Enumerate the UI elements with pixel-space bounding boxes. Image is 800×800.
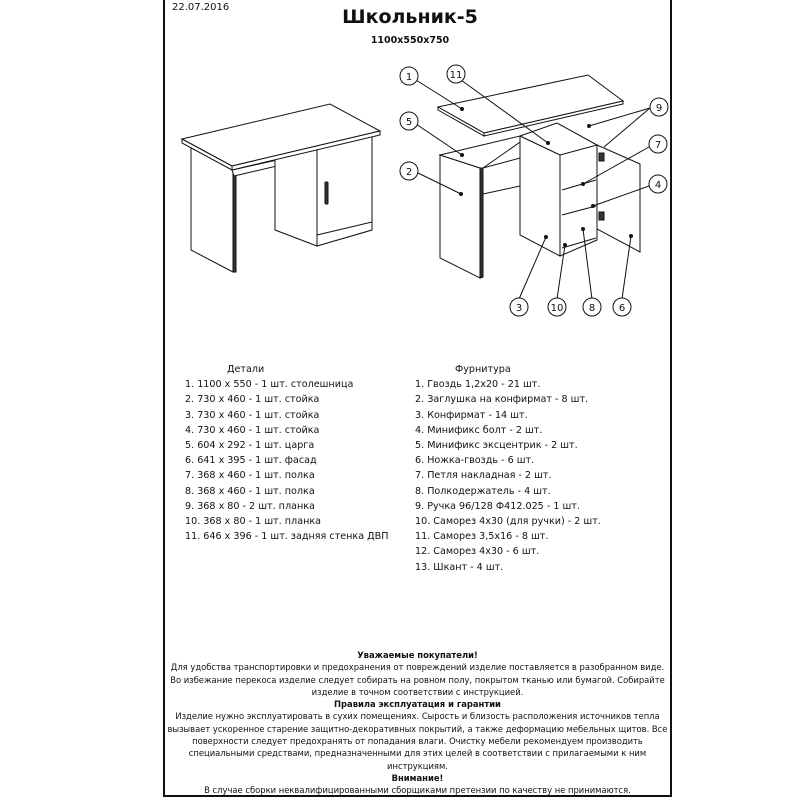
page-title: Школьник-5 bbox=[342, 6, 478, 28]
list-item: 9. 368 x 80 - 2 шт. планка bbox=[185, 500, 315, 512]
callout-5 bbox=[400, 112, 418, 130]
svg-text:3: 3 bbox=[515, 303, 523, 314]
callout-3 bbox=[510, 298, 528, 316]
notice-greeting: Уважаемые покупатели! bbox=[357, 650, 478, 660]
list-item: 10. Саморез 4x30 (для ручки) - 2 шт. bbox=[415, 516, 601, 528]
details-heading: Детали bbox=[227, 364, 265, 375]
exploded-desk-illustration bbox=[438, 75, 640, 278]
customer-notice bbox=[166, 649, 669, 797]
assembly-drawing bbox=[0, 0, 800, 360]
list-item: 13. Шкант - 4 шт. bbox=[415, 561, 504, 573]
callout-9 bbox=[650, 98, 668, 116]
list-item: 12. Саморез 4x30 - 6 шт. bbox=[415, 546, 540, 558]
list-item: 4. Минификс болт - 2 шт. bbox=[415, 424, 543, 436]
hardware-heading: Фурнитура bbox=[455, 364, 511, 375]
svg-text:10: 10 bbox=[550, 303, 564, 314]
document-date: 22.07.2016 bbox=[172, 2, 230, 13]
svg-text:5: 5 bbox=[405, 117, 413, 128]
callout-11 bbox=[447, 65, 465, 83]
list-item: 8. Полкодержатель - 4 шт. bbox=[415, 485, 551, 497]
list-item: 5. 604 x 292 - 1 шт. царга bbox=[185, 440, 315, 452]
warning-paragraph: В случае сборки неквалифицированными сборщиками претензии по качеству не принимаются. bbox=[204, 785, 631, 796]
list-item: 3. Конфирмат - 14 шт. bbox=[415, 409, 528, 421]
callout-6 bbox=[613, 298, 631, 316]
svg-text:4: 4 bbox=[654, 180, 662, 191]
callout-4 bbox=[649, 175, 667, 193]
list-item: 7. Петля накладная - 2 шт. bbox=[415, 470, 552, 482]
warning-heading: Внимание! bbox=[391, 772, 444, 783]
list-item: 1. 1100 x 550 - 1 шт. столешница bbox=[185, 379, 354, 391]
details-list bbox=[185, 362, 388, 544]
svg-text:11: 11 bbox=[449, 70, 463, 81]
list-item: 9. Ручка 96/128 Ф412.025 - 1 шт. bbox=[415, 500, 580, 512]
list-item: 11. Саморез 3,5x16 - 8 шт. bbox=[415, 531, 549, 543]
rules-heading: Правила эксплуатация и гарантии bbox=[334, 699, 501, 710]
svg-text:1: 1 bbox=[405, 72, 413, 83]
callout-2 bbox=[400, 162, 418, 180]
notice-paragraph: Для удобства транспортировки и предохранения от повреждений изделие поставляется в разобранном виде. Во избежание перекоса изделие следует собирать на ровном полу, покрытом тканью или бумагой. Собирайте изделие в точном соответствии с инструкцией. bbox=[170, 662, 665, 697]
callout-8 bbox=[583, 298, 601, 316]
callout-7 bbox=[649, 135, 667, 153]
list-item: 8. 368 x 460 - 1 шт. полка bbox=[185, 485, 315, 497]
assembled-desk-illustration bbox=[182, 104, 380, 272]
list-item: 6. 641 x 395 - 1 шт. фасад bbox=[185, 455, 317, 467]
rules-paragraph: Изделие нужно эксплуатировать в сухих помещениях. Сырость и близость расположения источников тепла вызывает ускоренное старение защитно-декоративных покрытий, а также деформацию мебельных щитов. Все поверхности следует предохранять от попадания влаги. Очистку мебели рекомендуем производить специальными средствами, предназначенными для этих целей в соответствии с прилагаемыми к ним инструкциям. bbox=[167, 711, 668, 771]
list-item: 5. Минификс эксцентрик - 2 шт. bbox=[415, 440, 578, 452]
list-item: 2. Заглушка на конфирмат - 8 шт. bbox=[415, 394, 589, 406]
list-item: 11. 646 x 396 - 1 шт. задняя стенка ДВП bbox=[185, 531, 389, 543]
callout-10 bbox=[548, 298, 566, 316]
product-dimensions: 1100x550x750 bbox=[370, 35, 450, 46]
svg-text:7: 7 bbox=[654, 140, 662, 151]
list-item: 3. 730 x 460 - 1 шт. стойка bbox=[185, 409, 320, 421]
callout-1 bbox=[400, 67, 418, 85]
list-item: 2. 730 x 460 - 1 шт. стойка bbox=[185, 394, 320, 406]
hardware-list bbox=[415, 362, 601, 575]
list-item: 10. 368 x 80 - 1 шт. планка bbox=[185, 516, 322, 528]
svg-text:2: 2 bbox=[405, 167, 413, 178]
svg-text:8: 8 bbox=[588, 303, 596, 314]
list-item: 6. Ножка-гвоздь - 6 шт. bbox=[415, 455, 535, 467]
list-item: 7. 368 x 460 - 1 шт. полка bbox=[185, 470, 315, 482]
list-item: 1. Гвоздь 1,2x20 - 21 шт. bbox=[415, 379, 541, 391]
svg-text:6: 6 bbox=[618, 303, 626, 314]
svg-text:9: 9 bbox=[655, 103, 663, 114]
list-item: 4. 730 x 460 - 1 шт. стойка bbox=[185, 424, 320, 436]
